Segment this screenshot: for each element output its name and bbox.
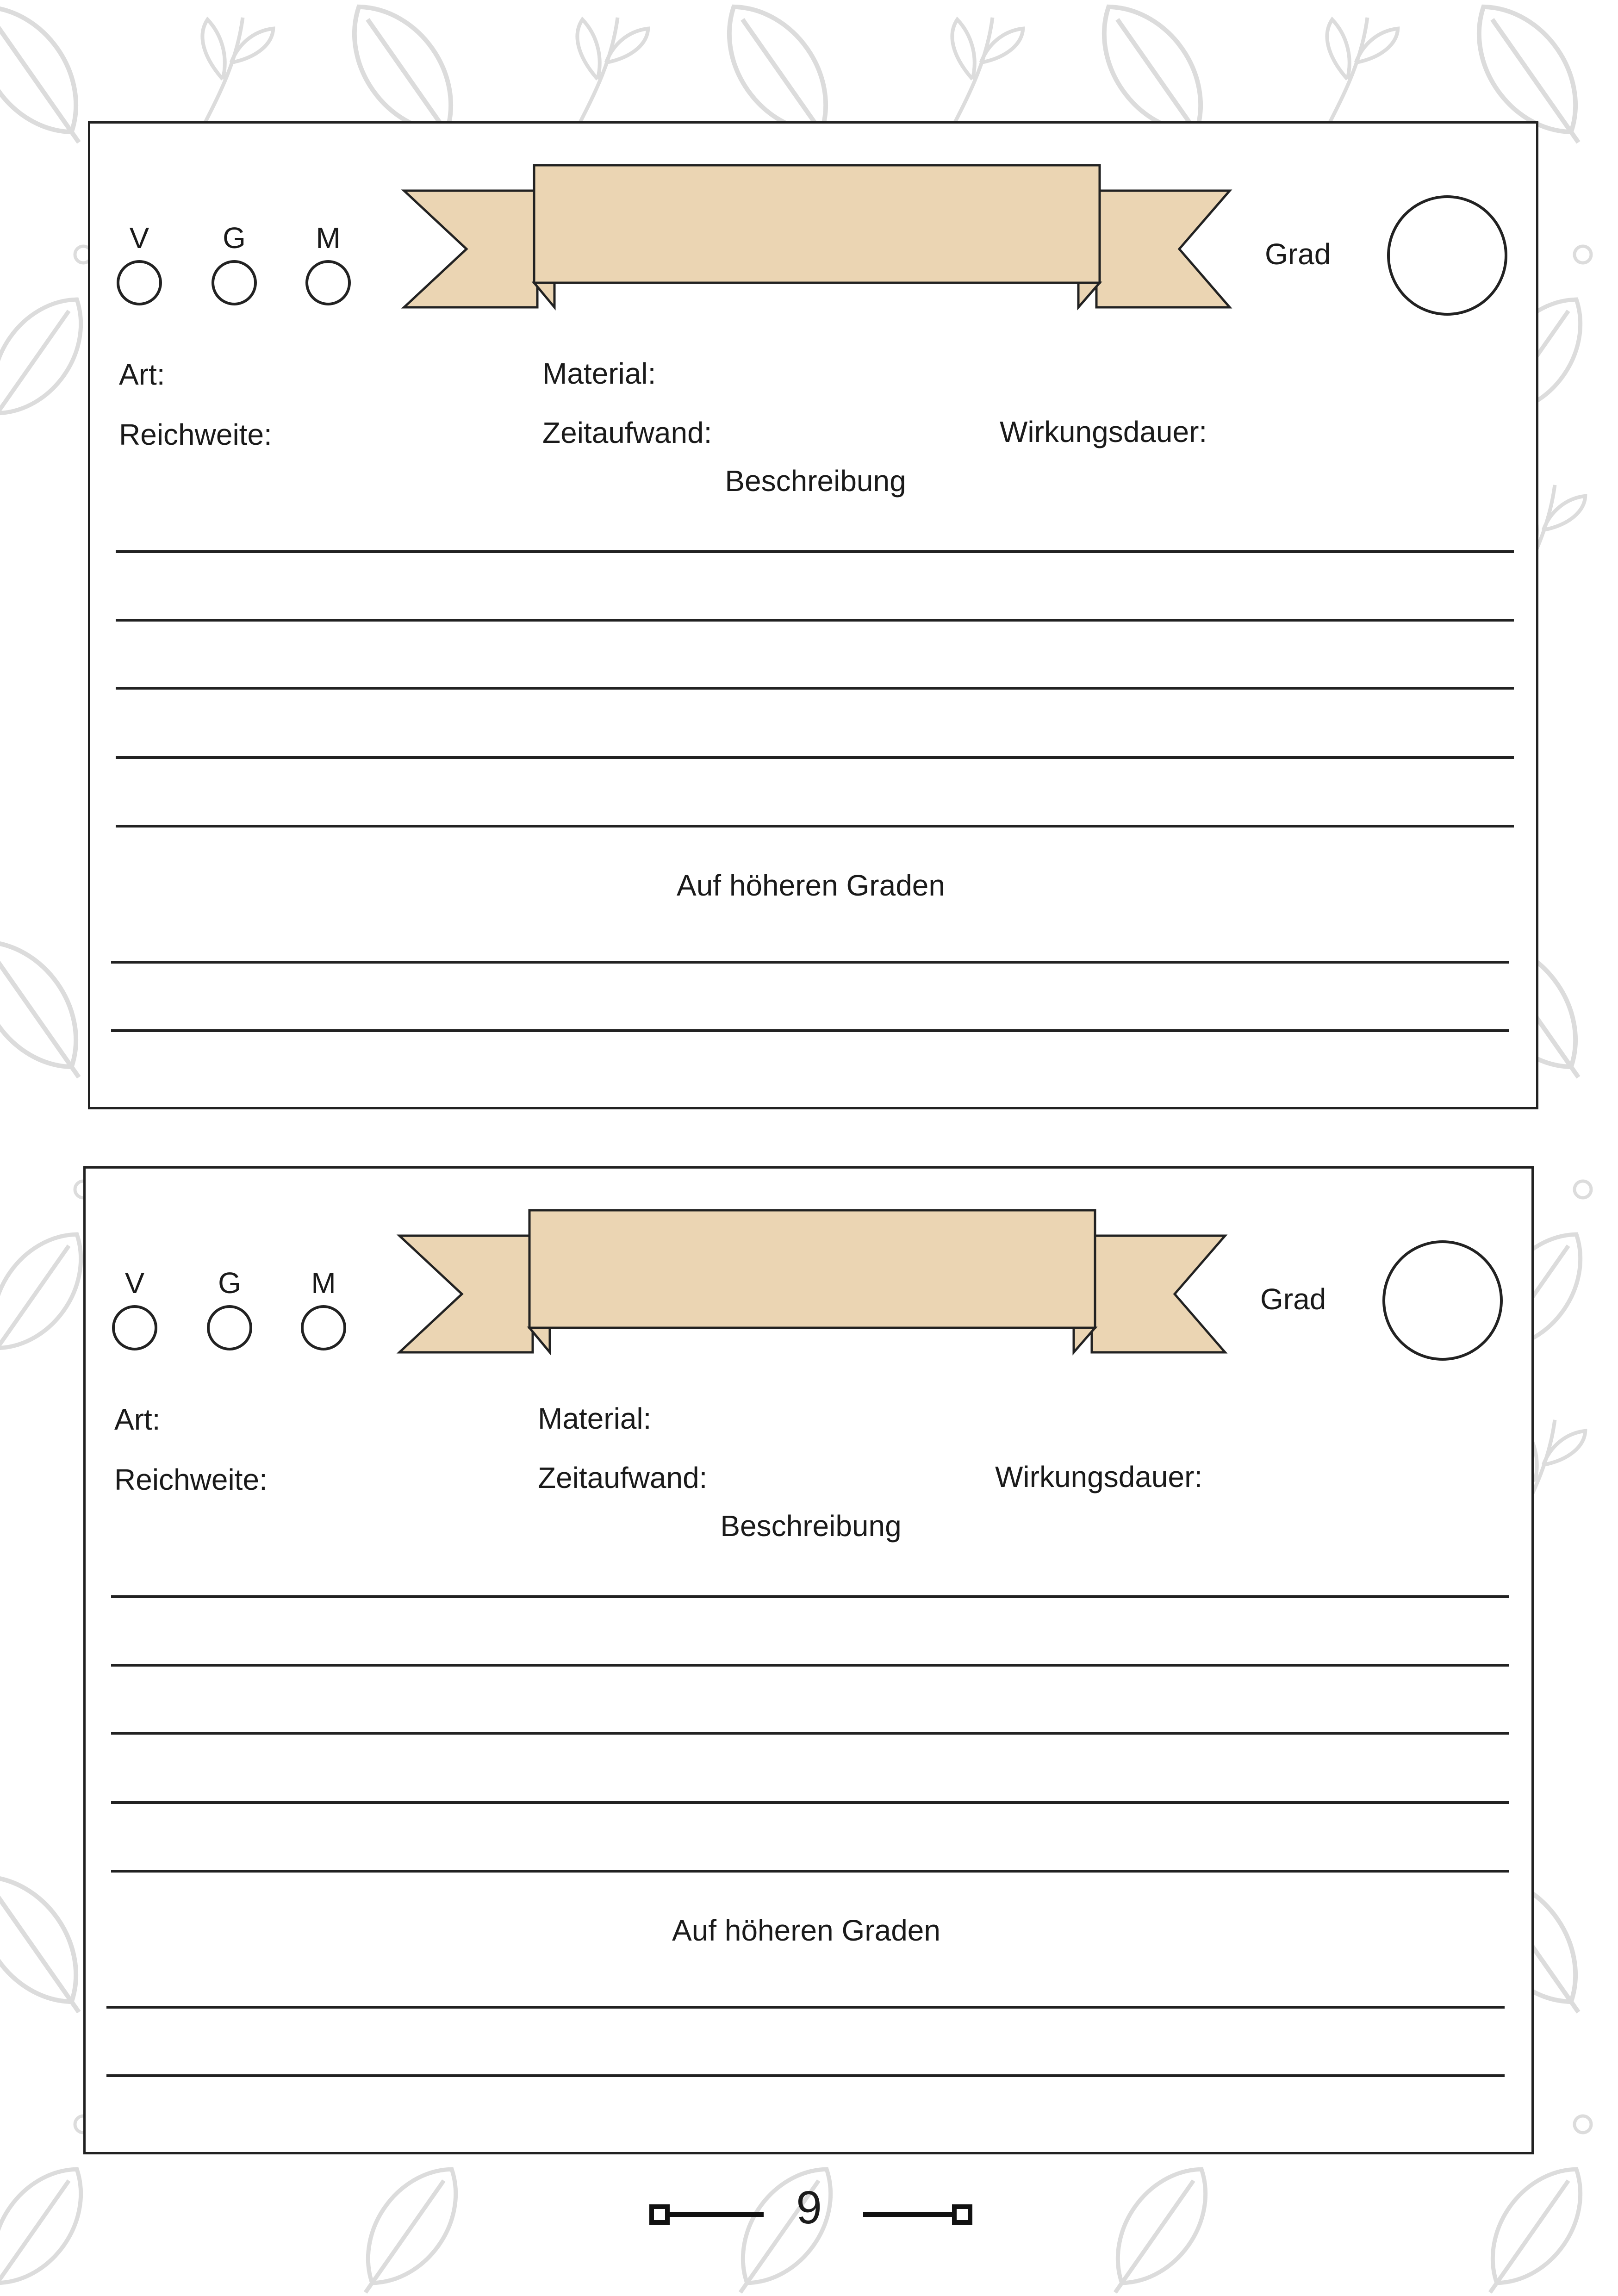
material-label: Material:	[538, 1402, 652, 1435]
leaf-outline	[0, 2150, 104, 2296]
component-checkbox-g[interactable]	[208, 1307, 251, 1349]
spell-card-1	[88, 121, 1538, 1109]
title-banner	[399, 1210, 1225, 1352]
dot-ornament	[1574, 246, 1591, 263]
higher-grades-heading: Auf höheren Graden	[677, 869, 945, 902]
art-label: Art:	[114, 1403, 161, 1436]
sprig-outline	[921, 6, 1024, 137]
description-heading: Beschreibung	[720, 1509, 902, 1543]
spell-card-2	[83, 1166, 1534, 2154]
grade-label: Grad	[1265, 237, 1331, 271]
grade-circle[interactable]	[1384, 1242, 1501, 1359]
title-banner	[404, 165, 1230, 307]
description-heading: Beschreibung	[725, 464, 906, 498]
component-checkbox-g[interactable]	[213, 261, 255, 304]
sprig-outline	[547, 6, 649, 137]
higher-grades-heading: Auf höheren Graden	[672, 1914, 940, 1947]
component-label-m: M	[311, 1266, 336, 1300]
duration-label: Wirkungsdauer:	[1000, 415, 1207, 448]
component-label-v: V	[129, 221, 149, 255]
dot-ornament	[1574, 2116, 1591, 2133]
casting-time-label: Zeitaufwand:	[538, 1461, 708, 1494]
description-lines	[116, 552, 1514, 826]
casting-time-label: Zeitaufwand:	[542, 416, 712, 449]
grade-circle[interactable]	[1388, 197, 1506, 314]
page-number: 9	[796, 2182, 822, 2234]
dot-ornament	[1574, 1181, 1591, 1198]
material-label: Material:	[542, 357, 656, 390]
component-label-g: G	[218, 1266, 241, 1300]
leaf-outline	[338, 2150, 479, 2296]
range-label: Reichweite:	[119, 418, 272, 451]
component-label-g: G	[223, 221, 246, 255]
component-label-v: V	[124, 1266, 145, 1300]
component-checkbox-v[interactable]	[113, 1307, 156, 1349]
component-checkbox-v[interactable]	[118, 261, 161, 304]
grade-label: Grad	[1260, 1282, 1326, 1316]
component-label-m: M	[316, 221, 341, 255]
duration-label: Wirkungsdauer:	[995, 1460, 1203, 1493]
leaf-outline	[1463, 2150, 1603, 2296]
component-checkbox-m[interactable]	[302, 1307, 345, 1349]
sprig-outline	[1296, 6, 1399, 137]
art-label: Art:	[119, 358, 165, 391]
leaf-outline	[1088, 2150, 1228, 2296]
description-lines	[111, 1597, 1509, 1871]
higher-grades-lines	[106, 2007, 1505, 2076]
leaf-outline	[713, 2150, 853, 2296]
range-label: Reichweite:	[114, 1463, 268, 1496]
sprig-outline	[172, 6, 274, 137]
higher-grades-lines	[111, 962, 1509, 1031]
component-checkbox-m[interactable]	[307, 261, 349, 304]
